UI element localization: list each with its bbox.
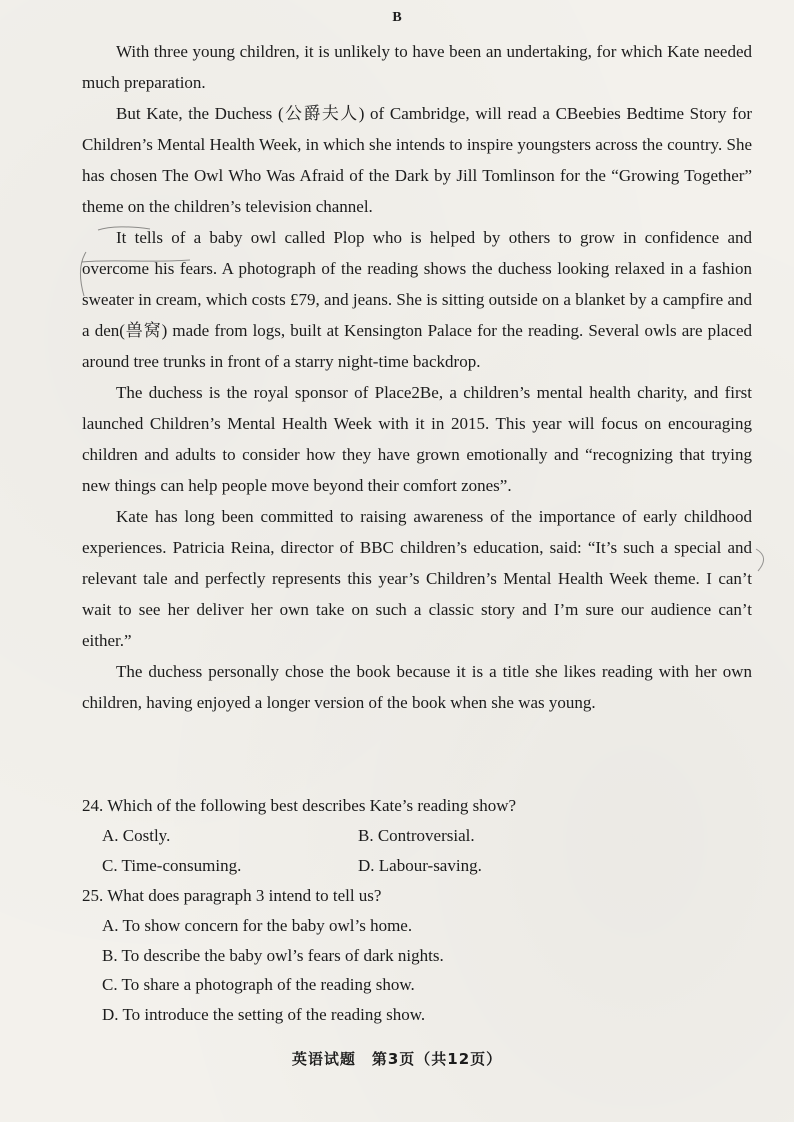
- option-d[interactable]: D. To introduce the setting of the reading show.: [102, 1004, 426, 1024]
- option-b[interactable]: B. Controversial.: [358, 826, 475, 845]
- passage-paragraph-2: But Kate, the Duchess (公爵夫人) of Cambridge, will read a CBeebies Bedtime Story for Children’s Mental Health Week, in which she intends to inspire youngsters across the country. She has chosen The Owl Who Was Afraid of the Dark by Jill Tomlinson for the “Growing Together” theme on the children’s television channel.: [82, 104, 752, 216]
- page-footer: 英语试题 第3页（共12页）: [291, 1050, 503, 1068]
- passage-paragraph-3: It tells of a baby owl called Plop who is helped by others to grow in confidence and overcome his fears. A photograph of the reading shows the duchess looking relaxed in a fashion sweater in cream, which costs £79, and jeans. She is sitting outside on a blanket by a campfire and a den(兽窝) made from logs, built at Kensington Palace for the reading. Several owls are placed around tree trunks in front of a starry night-time backdrop.: [82, 228, 752, 371]
- option-a[interactable]: A. Costly.: [102, 826, 171, 845]
- question-24: [82, 791, 752, 881]
- option-c[interactable]: C. Time-consuming.: [102, 856, 242, 875]
- passage-paragraph-1: With three young children, it is unlikely to have been an undertaking, for which Kate needed much preparation.: [82, 42, 752, 92]
- pen-annotation-mark: [752, 545, 774, 575]
- passage-paragraph-5: Kate has long been committed to raising awareness of the importance of early childhood experiences. Patricia Reina, director of BBC children’s education, said: “It’s such a special and relevant tale and perfectly represents this year’s Children’s Mental Health Week theme. I can’t wait to see her deliver her own take on such a classic story and I’m sure our audience can’t either.”: [82, 507, 752, 650]
- passage-paragraph-6: The duchess personally chose the book because it is a title she likes reading with her own children, having enjoyed a longer version of the book when she was young.: [82, 662, 752, 712]
- question-25: [82, 881, 752, 1029]
- question-stem: 24. Which of the following best describes Kate’s reading show?: [82, 796, 517, 815]
- answer-options: [102, 821, 752, 881]
- section-letter: B: [392, 10, 402, 25]
- option-b[interactable]: B. To describe the baby owl’s fears of dark nights.: [102, 945, 444, 965]
- question-stem: 25. What does paragraph 3 intend to tell us?: [82, 886, 382, 905]
- reading-passage: [82, 36, 752, 718]
- option-a[interactable]: A. To show concern for the baby owl’s home.: [102, 916, 413, 935]
- option-c[interactable]: C. To share a photograph of the reading show.: [102, 975, 415, 994]
- passage-paragraph-4: The duchess is the royal sponsor of Place2Be, a children’s mental health charity, and first launched Children’s Mental Health Week with it in 2015. This year will focus on encouraging children and adults to consider how they have grown emotionally and “recognizing that trying new things can help people move beyond their comfort zones”.: [82, 383, 752, 495]
- answer-options: [102, 911, 752, 1029]
- question-section: [82, 791, 752, 1029]
- option-d[interactable]: D. Labour-saving.: [358, 856, 482, 875]
